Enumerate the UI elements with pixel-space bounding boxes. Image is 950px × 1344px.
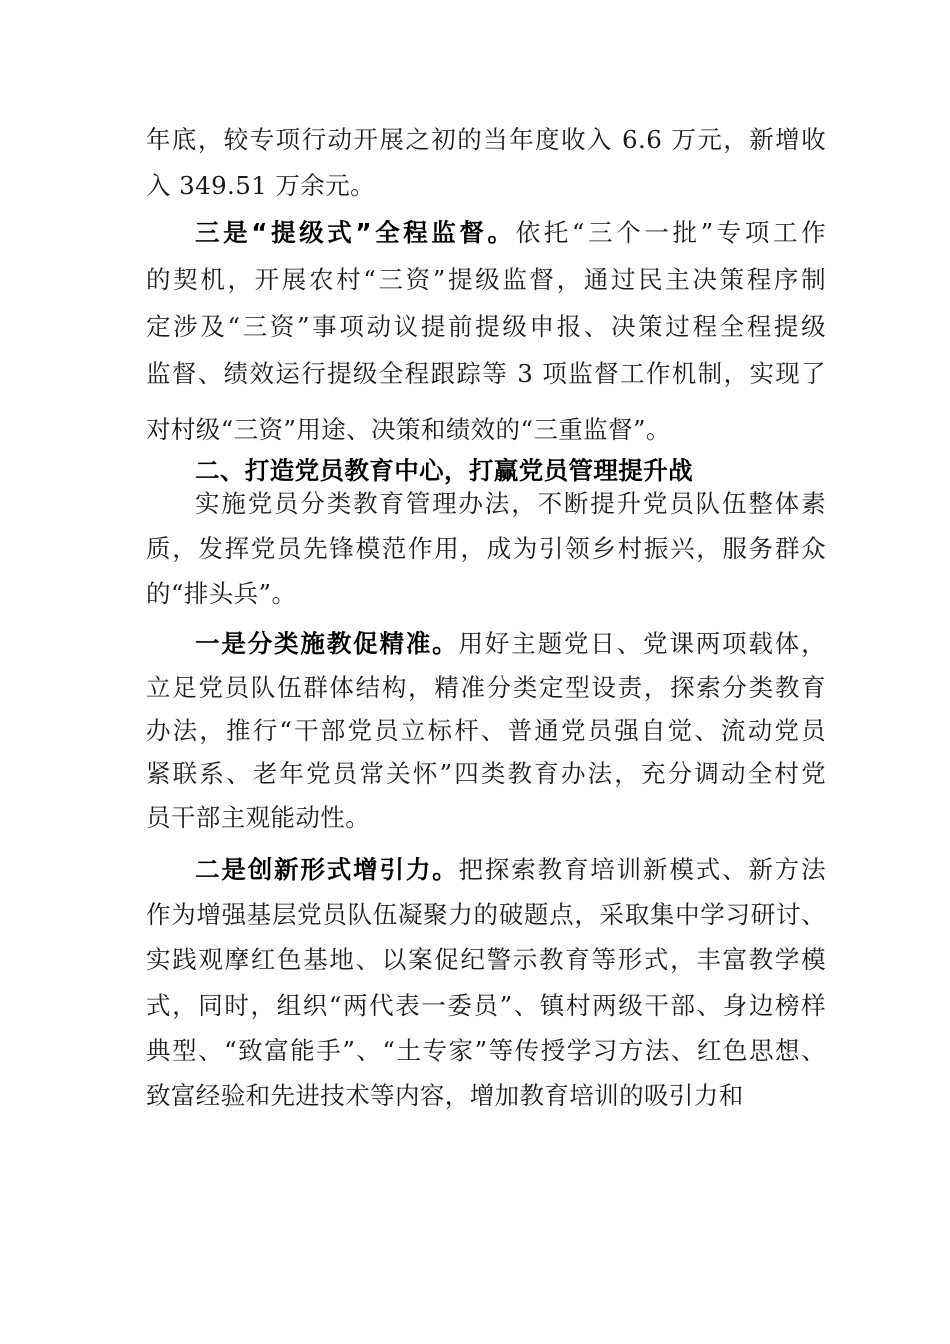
paragraph-4-lead: 一是分类施教促精准。 [195,629,459,658]
paragraph-2-lead: 三是“提级式”全程监督。 [195,218,516,247]
paragraph-2-line-5: 对村级“三资”用途、决策和绩效的“三重监督”。 [146,415,671,444]
paragraph-5-line-5: 典型、“致富能手”、“土专家”等传授学习方法、红色思想、 [146,1036,826,1065]
paragraph-5-line-4: 式，同时，组织“两代表一委员”、镇村两级干部、身边榜样 [146,991,826,1020]
paragraph-4-line-1-text: 用好主题党日、党课两项载体， [458,629,827,658]
paragraph-4-line-2: 立足党员队伍群体结构，精准分类定型设责，探索分类教育 [146,673,826,702]
paragraph-3-line-2: 质，发挥党员先锋模范作用，成为引领乡村振兴，服务群众 [146,534,826,563]
paragraph-2-line-2: 的契机，开展农村“三资”提级监督，通过民主决策程序制 [146,265,826,294]
paragraph-2-line-1 [195,210,826,256]
paragraph-5-line-6: 致富经验和先进技术等内容，增加教育培训的吸引力和 [146,1081,744,1110]
paragraph-5-lead: 二是创新形式增引力。 [195,855,459,884]
section-heading: 二、打造党员教育中心，打赢党员管理提升战 [195,456,693,485]
paragraph-4-line-4: 紧联系、老年党员常关怀”四类教育办法，充分调动全村党 [146,759,826,788]
paragraph-5-line-1-text: 把探索教育培训新模式、新方法 [458,855,827,884]
paragraph-1-line-2: 入 349.51 万余元。 [146,171,376,200]
paragraph-2-line-3: 定涉及“三资”事项动议提前提级申报、决策过程全程提级 [146,312,826,341]
paragraph-2-line-4: 监督、绩效运行提级全程跟踪等 3 项监督工作机制，实现了 [146,359,826,388]
paragraph-4-line-5: 员干部主观能动性。 [146,803,371,832]
paragraph-1-line-1: 年底，较专项行动开展之初的当年度收入 6.6 万元，新增收 [146,125,826,154]
paragraph-3-line-1: 实施党员分类教育管理办法，不断提升党员队伍整体素 [195,489,826,518]
paragraph-5-line-2: 作为增强基层党员队伍凝聚力的破题点，采取集中学习研讨、 [146,900,826,929]
paragraph-2-line-1-text: 依托“三个一批”专项工作 [515,218,826,247]
paragraph-5-line-3: 实践观摩红色基地、以案促纪警示教育等形式，丰富教学模 [146,945,826,974]
paragraph-5-line-1 [195,847,826,893]
paragraph-3-line-3: 的“排头兵”。 [146,579,297,608]
paragraph-4-line-3: 办法，推行“干部党员立标杆、普通党员强自觉、流动党员 [146,716,826,745]
paragraph-4-line-1 [195,621,826,667]
